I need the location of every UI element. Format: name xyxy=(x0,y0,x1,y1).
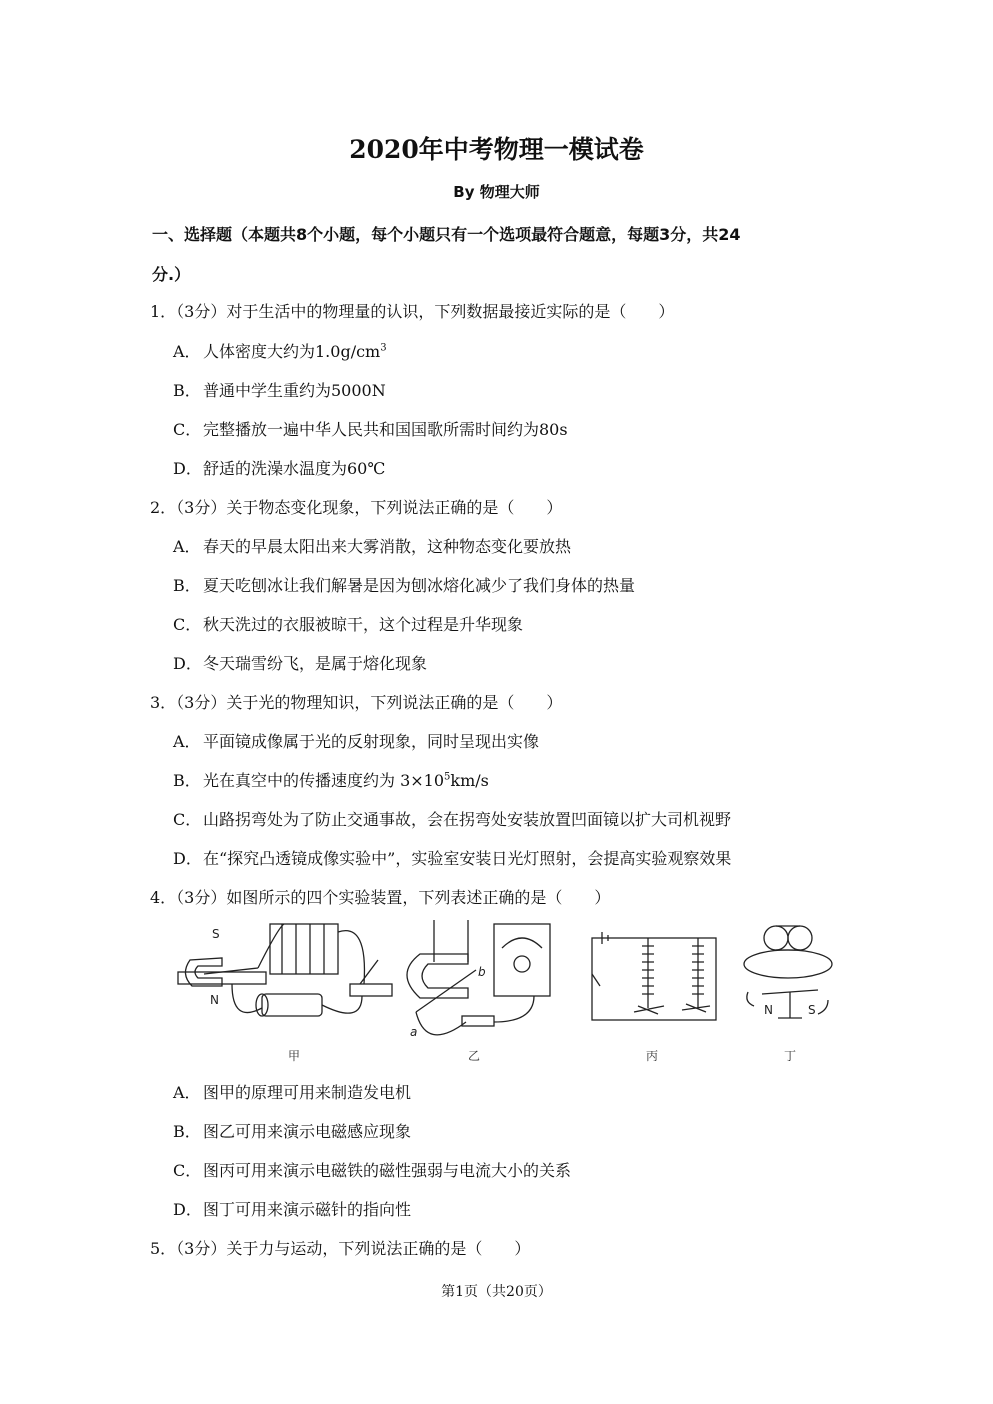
option-text: 图甲的原理可用来制造发电机 xyxy=(203,1083,412,1102)
conductor-rod xyxy=(416,970,476,1012)
option-text-tail: km/s xyxy=(450,771,489,790)
option-letter: D． xyxy=(173,1200,202,1219)
option-letter: D． xyxy=(173,849,202,868)
switch-lever xyxy=(360,960,378,984)
option-text: 光在真空中的传播速度约为 3×10 xyxy=(203,771,445,790)
option-text: 山路拐弯处为了防止交通事故，会在拐弯处安装放置凹面镜以扩大司机视野 xyxy=(203,810,732,829)
question-2-option-c xyxy=(173,612,523,635)
galvanometer-icon xyxy=(494,924,550,996)
page-title: 2020年中考物理一模试卷 xyxy=(349,135,644,164)
question-4-option-d xyxy=(173,1197,411,1220)
question-3-option-c xyxy=(173,807,731,830)
battery-pack-icon xyxy=(270,924,338,974)
option-text: 完整播放一遍中华人民共和国国歌所需时间约为80s xyxy=(203,420,568,439)
pole-label-s: S xyxy=(808,1003,816,1017)
option-superscript: 5 xyxy=(444,771,451,783)
option-letter: A． xyxy=(173,732,201,751)
wire xyxy=(416,1012,466,1035)
pole-label-n: N xyxy=(210,993,219,1007)
question-2-option-a xyxy=(173,534,571,557)
option-letter: C． xyxy=(173,1161,202,1180)
option-letter: C． xyxy=(173,615,202,634)
point-label-a: a xyxy=(410,1025,418,1039)
current-loop xyxy=(744,950,832,978)
question-4-option-a xyxy=(173,1080,411,1103)
pole-label-n: N xyxy=(764,1003,773,1017)
question-1-option-c xyxy=(173,417,568,440)
option-text: 冬天瑞雪纷飞，是属于熔化现象 xyxy=(203,654,428,673)
option-text: 夏天吃刨冰让我们解暑是因为刨冰熔化减少了我们身体的热量 xyxy=(203,576,636,595)
horseshoe-magnet-icon xyxy=(407,954,468,998)
question-2-stem: 2．（3分）关于物态变化现象，下列说法正确的是（ ） xyxy=(150,498,563,517)
option-letter: A． xyxy=(173,1083,201,1102)
option-text: 舒适的洗澡水温度为60℃ xyxy=(203,459,386,478)
option-letter: D． xyxy=(173,459,202,478)
figure-label-bing: 丙 xyxy=(646,1049,659,1063)
question-4-option-c xyxy=(173,1158,571,1181)
experiment-figure xyxy=(172,912,852,1072)
figure-label-ding: 丁 xyxy=(784,1049,797,1063)
option-letter: C． xyxy=(173,420,202,439)
section-heading-line1: 一、选择题（本题共8个小题，每个小题只有一个选项最符合题意，每题3分，共24 xyxy=(152,225,741,244)
option-letter: B． xyxy=(173,771,201,790)
electromagnet-coil-icon xyxy=(642,938,654,1008)
figure-yi-induction-setup xyxy=(407,920,550,1039)
coil-icon xyxy=(764,926,788,950)
option-text: 普通中学生重约为5000N xyxy=(203,381,386,400)
pole-label-s: S xyxy=(212,927,220,941)
option-text: 人体密度大约为1.0g/cm xyxy=(203,342,381,361)
switch-base xyxy=(462,1016,494,1026)
option-letter: D． xyxy=(173,654,202,673)
question-2-option-d xyxy=(173,651,427,674)
option-letter: A． xyxy=(173,342,201,361)
question-4-option-b xyxy=(173,1119,411,1142)
figure-label-jia: 甲 xyxy=(288,1049,301,1063)
option-text: 秋天洗过的衣服被晾干，这个过程是升华现象 xyxy=(203,615,524,634)
wire xyxy=(494,996,534,1022)
figure-ding-compass-setup xyxy=(744,926,832,1018)
question-1-option-b xyxy=(173,378,386,401)
option-text: 图乙可用来演示电磁感应现象 xyxy=(203,1122,412,1141)
option-text: 春天的早晨太阳出来大雾消散，这种物态变化要放热 xyxy=(203,537,572,556)
question-1-stem: 1．（3分）对于生活中的物理量的认识，下列数据最接近实际的是（ ） xyxy=(150,302,675,321)
question-2-option-b xyxy=(173,573,635,596)
option-superscript: 3 xyxy=(380,342,387,354)
wire xyxy=(338,931,364,984)
option-letter: B． xyxy=(173,381,201,400)
option-letter: C． xyxy=(173,810,202,829)
question-3-option-b xyxy=(173,768,489,791)
wire xyxy=(258,924,284,968)
option-letter: A． xyxy=(173,537,201,556)
option-text: 平面镜成像属于光的反射现象，同时呈现出实像 xyxy=(203,732,540,751)
option-letter: B． xyxy=(173,576,201,595)
question-5-stem: 5．（3分）关于力与运动，下列说法正确的是（ ） xyxy=(150,1239,531,1258)
question-4-stem: 4．（3分）如图所示的四个实验装置，下列表述正确的是（ ） xyxy=(150,888,611,907)
coil-icon xyxy=(788,926,812,950)
section-heading-line2: 分.） xyxy=(152,265,191,284)
switch-base xyxy=(350,984,392,996)
rotation-arrow-icon xyxy=(747,992,754,1006)
metal-rod xyxy=(204,968,258,974)
option-text: 图丙可用来演示电磁铁的磁性强弱与电流大小的关系 xyxy=(203,1161,572,1180)
question-1-option-d xyxy=(173,456,385,479)
figure-jia-motor-setup xyxy=(178,924,392,1016)
point-label-b: b xyxy=(478,965,486,979)
galvanometer-knob xyxy=(514,956,530,972)
galvanometer-scale xyxy=(502,938,542,948)
electromagnet-coil-icon xyxy=(692,938,704,1008)
option-text: 在“探究凸透镜成像实验中”，实验室安装日光灯照射，会提高实验观察效果 xyxy=(203,849,732,868)
rotation-arrow-icon xyxy=(818,1000,828,1014)
question-3-stem: 3．（3分）关于光的物理知识，下列说法正确的是（ ） xyxy=(150,693,563,712)
question-1-option-a xyxy=(173,339,387,362)
rheostat-icon xyxy=(262,994,322,1016)
switch-symbol xyxy=(592,974,600,986)
author-line: By 物理大师 xyxy=(453,183,540,201)
question-3-option-d xyxy=(173,846,731,869)
figure-label-yi: 乙 xyxy=(468,1049,481,1063)
page-footer: 第1页（共20页） xyxy=(441,1284,552,1300)
option-letter: B． xyxy=(173,1122,201,1141)
option-text: 图丁可用来演示磁针的指向性 xyxy=(203,1200,412,1219)
figure-bing-electromagnet-setup xyxy=(592,932,716,1020)
wire xyxy=(322,996,362,1013)
question-3-option-a xyxy=(173,729,539,752)
